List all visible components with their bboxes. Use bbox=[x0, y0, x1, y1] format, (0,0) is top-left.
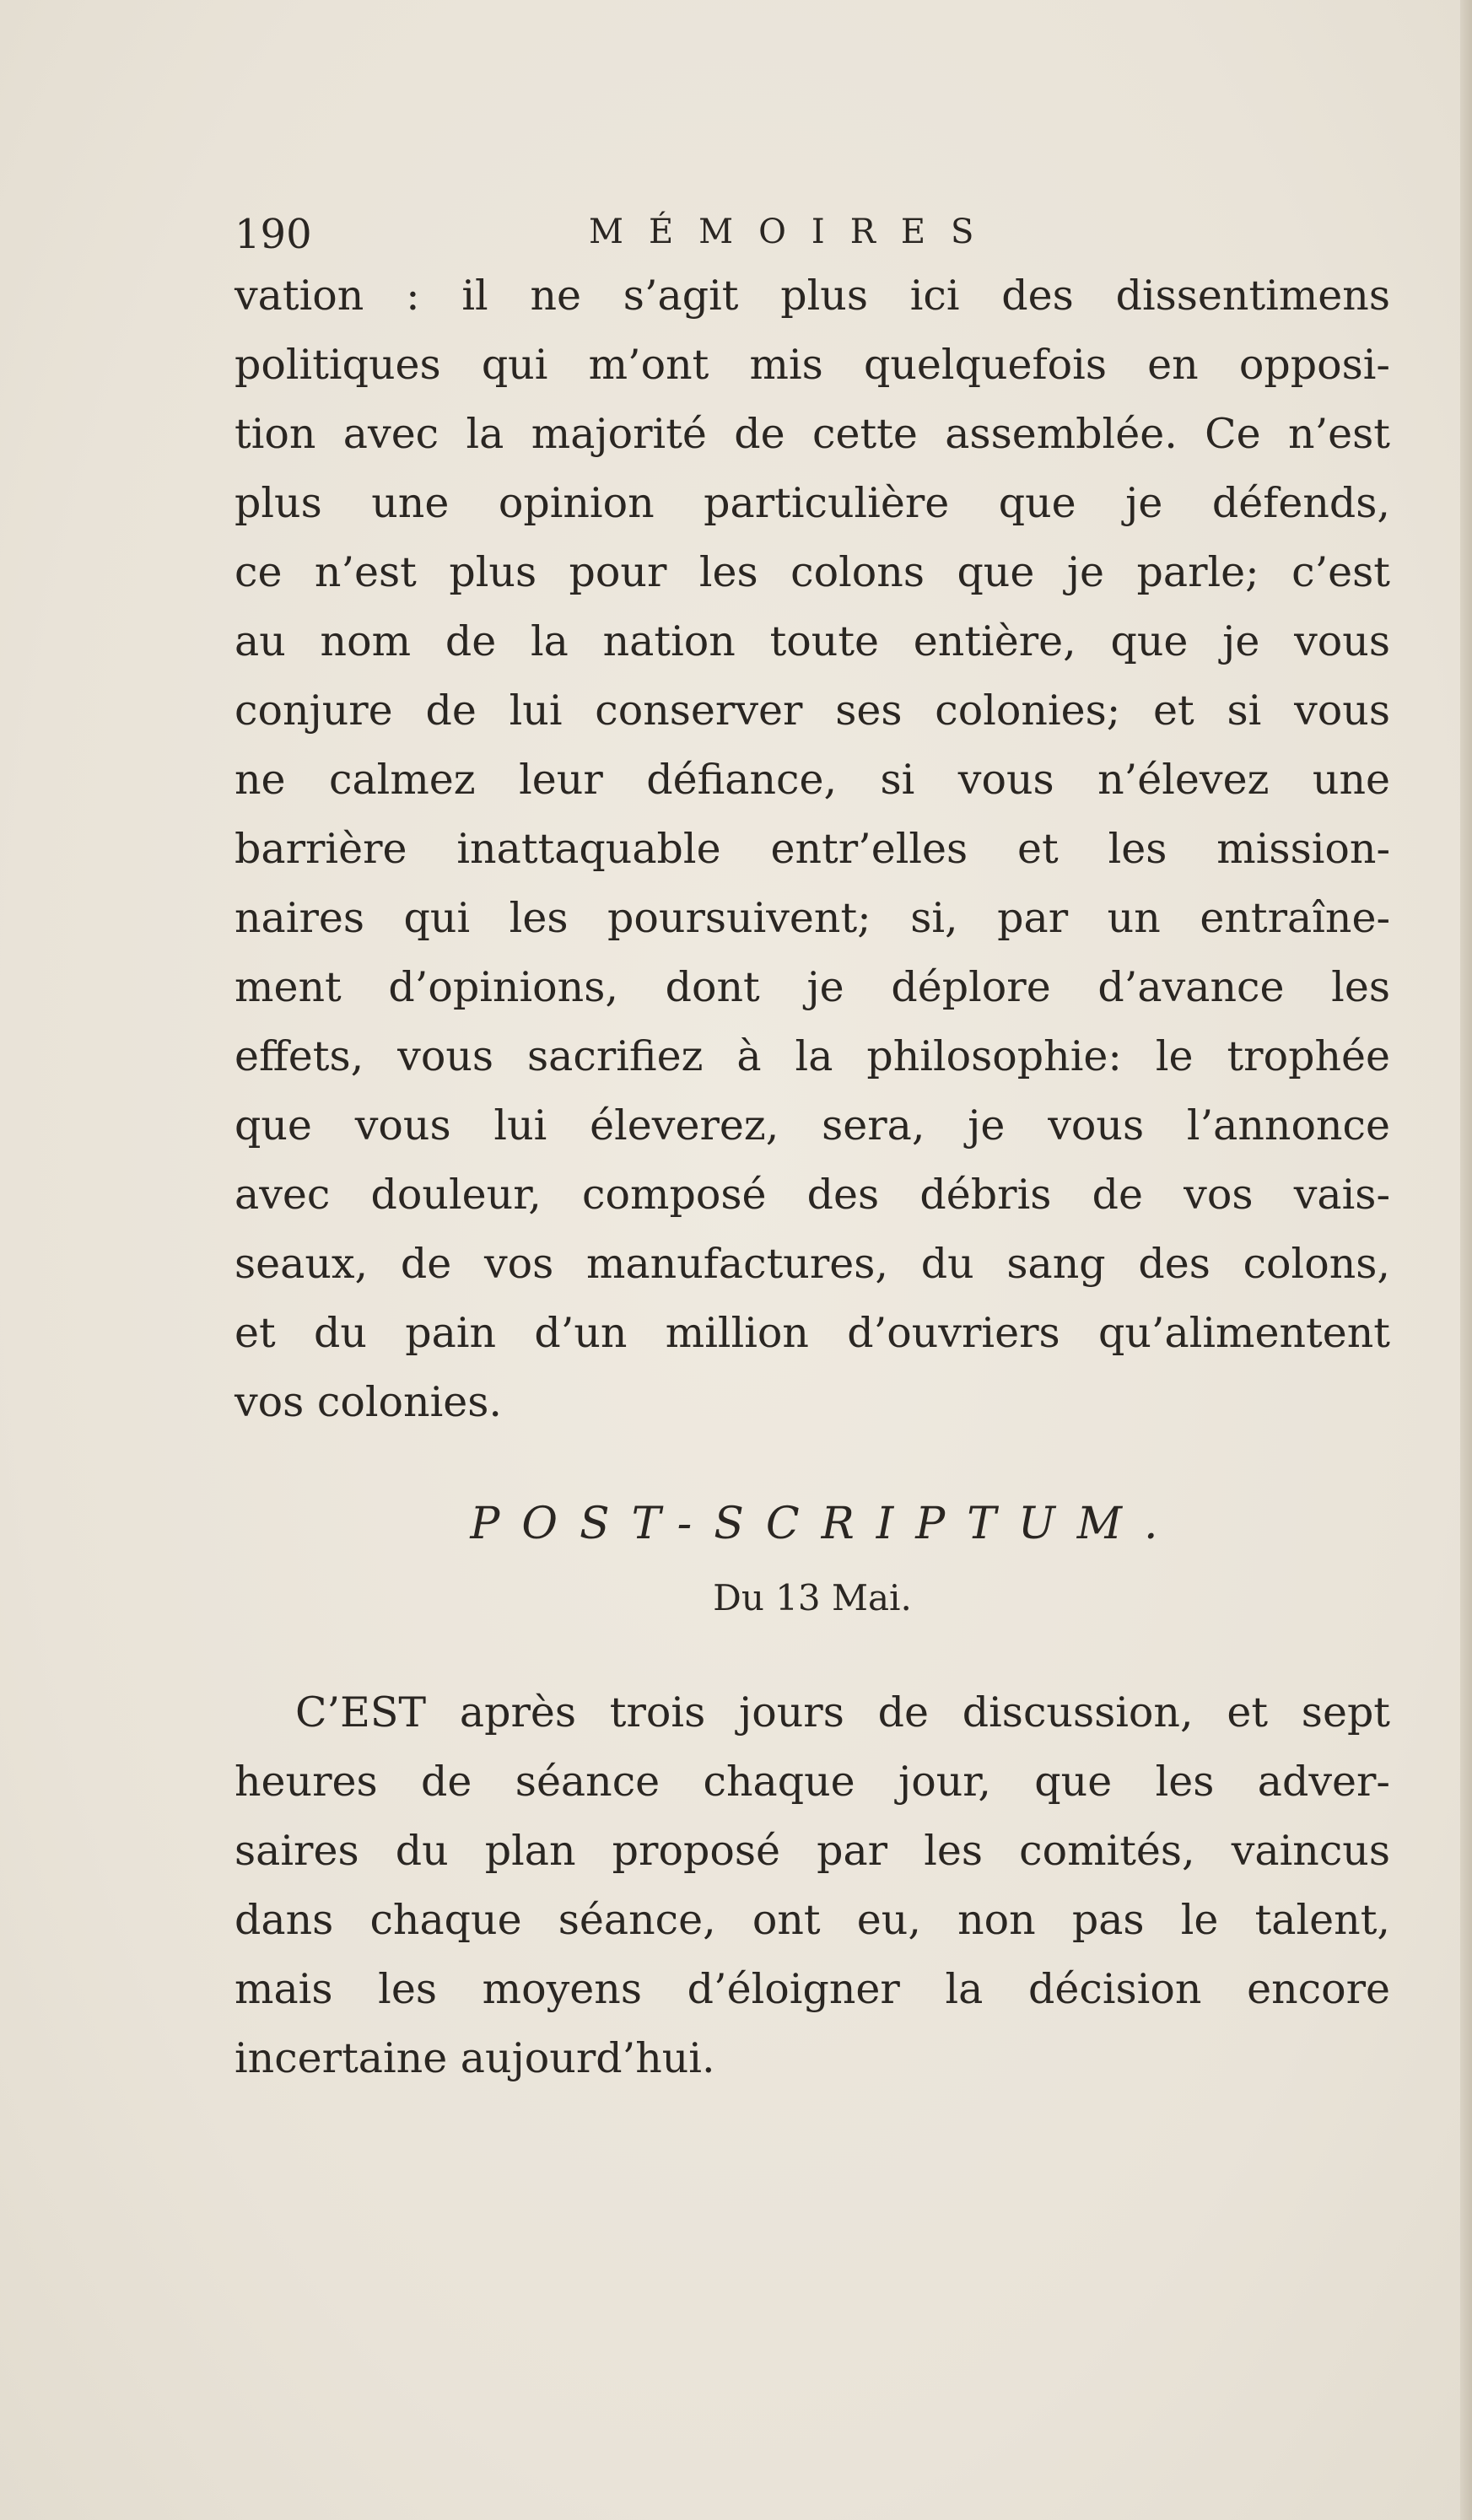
text-line: vation : il ne s’agit plus ici des dissentimens bbox=[235, 272, 1390, 320]
paragraph-1 bbox=[235, 261, 1390, 1437]
text-line: au nom de la nation toute entière, que je vous bbox=[235, 617, 1390, 665]
text-line: que vous lui éleverez, sera, je vous l’annonce bbox=[235, 1101, 1390, 1150]
text-line: dans chaque séance, ont eu, non pas le talent, bbox=[235, 1896, 1390, 1944]
dateline: Du 13 Mai. bbox=[713, 1577, 912, 1618]
text-line: conjure de lui conserver ses colonies; et si vous bbox=[235, 687, 1390, 735]
page-edge bbox=[1460, 0, 1472, 2520]
running-title: MÉMOIRES bbox=[589, 213, 1000, 251]
first-line-rest: après trois jours de discussion, et sept bbox=[426, 1688, 1390, 1737]
text-line: plus une opinion particulière que je défends, bbox=[235, 479, 1390, 527]
text-line: ne calmez leur défiance, si vous n’élevez une bbox=[235, 756, 1390, 804]
text-line: seaux, de vos manufactures, du sang des colons, bbox=[235, 1240, 1390, 1288]
text-line: mais les moyens d’éloigner la décision encore bbox=[235, 1965, 1390, 2013]
page-number: 190 bbox=[235, 211, 312, 258]
text-line: saires du plan proposé par les comités, vaincus bbox=[235, 1827, 1390, 1875]
dropcap-word: C’EST bbox=[295, 1688, 427, 1737]
text-line: incertaine aujourd’hui. bbox=[235, 2034, 715, 2082]
running-head bbox=[235, 211, 1390, 261]
text-line: politiques qui m’ont mis quelquefois en opposi- bbox=[235, 341, 1390, 389]
text-line: ment d’opinions, dont je déplore d’avance les bbox=[235, 963, 1390, 1011]
text-block bbox=[235, 211, 1390, 2093]
text-line: avec douleur, composé des débris de vos vais- bbox=[235, 1171, 1390, 1219]
text-line: ce n’est plus pour les colons que je parle; c’est bbox=[235, 548, 1390, 596]
text-line: naires qui les poursuivent; si, par un entraîne- bbox=[235, 894, 1390, 942]
text-line: effets, vous sacrifiez à la philosophie: le trophée bbox=[235, 1032, 1390, 1080]
section-title: POST-SCRIPTUM. bbox=[470, 1499, 1180, 1549]
text-line: tion avec la majorité de cette assemblée. Ce n’est bbox=[235, 410, 1390, 458]
text-line-first bbox=[235, 1678, 1390, 1747]
text-line: barrière inattaquable entr’elles et les mission- bbox=[235, 825, 1390, 873]
text-line: vos colonies. bbox=[235, 1378, 502, 1426]
paragraph-2 bbox=[235, 1678, 1390, 2093]
text-line: heures de séance chaque jour, que les adver- bbox=[235, 1758, 1390, 1806]
text-line: et du pain d’un million d’ouvriers qu’alimentent bbox=[235, 1309, 1390, 1357]
